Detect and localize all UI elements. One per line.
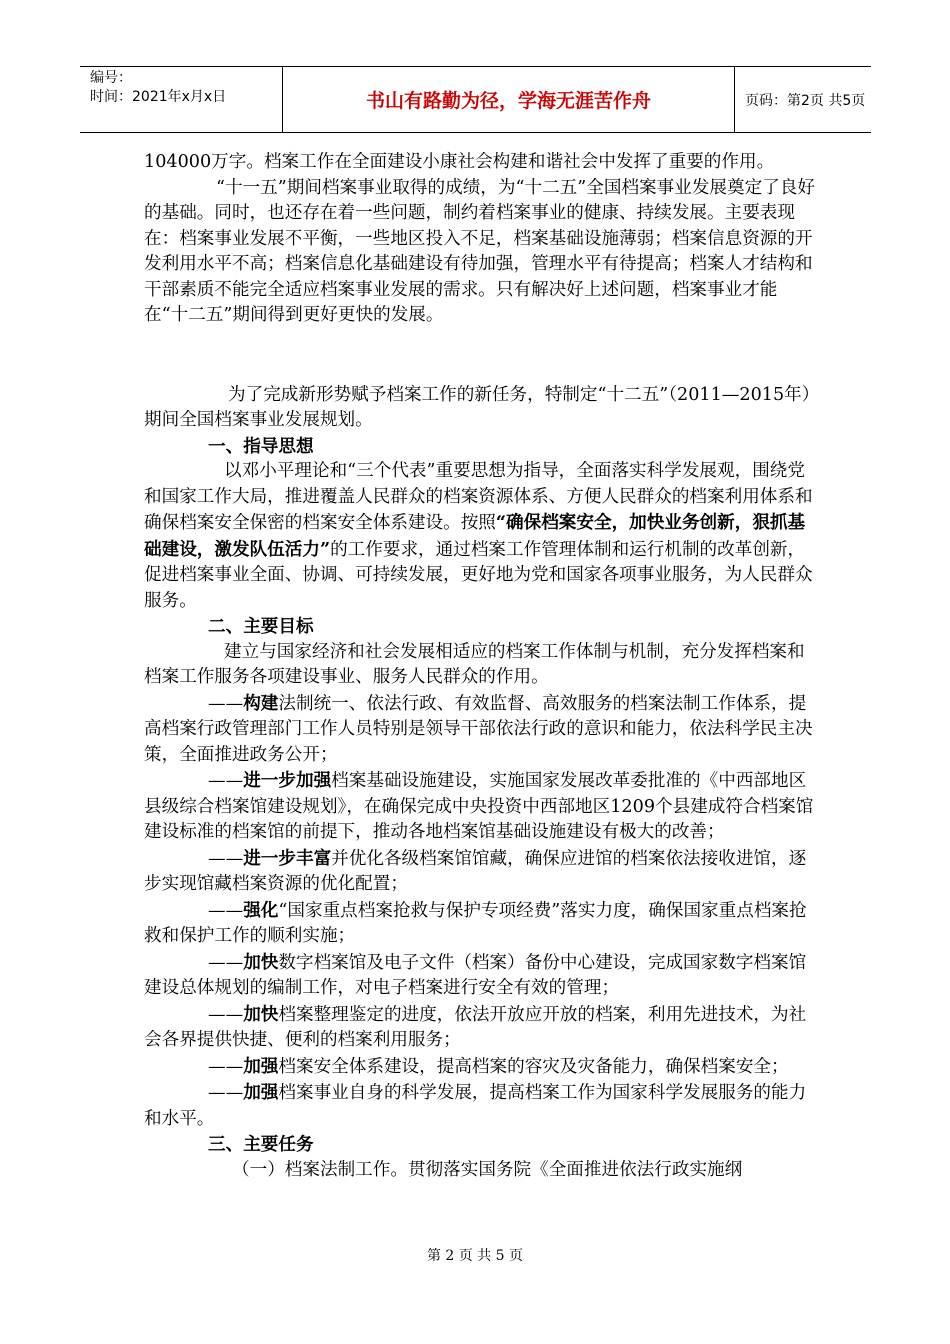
time-label: 时间：2021年x月x日 xyxy=(90,89,227,105)
header-page-label: 页码：第2页 共5页 xyxy=(745,92,866,109)
paragraph: “十一五”期间档案事业取得的成绩，为“十二五”全国档案事业发展奠定了良好的基础。同时，也还存在着一些问题，制约着档案事业的健康、持续发展。主要表现在：档案事业发展不平衡，一些地区投入不足，档案基础设施薄弱；档案信息资源的开发利用水平不高；档案信息化基础建设有待加强，管理水平有待提高；档案人才结构和干部素质不能完全适应档案事业发展的需求。只有解决好上述问题，档案事业才能在“十二五”期间得到更好更快的发展。 xyxy=(144,177,815,325)
paragraph: 104000万字。档案工作在全面建设小康社会构建和谐社会中发挥了重要的作用。 xyxy=(144,152,775,172)
document-header xyxy=(80,66,871,133)
paragraph: 以邓小平理论和“三个代表”重要思想为指导，全面落实科学发展观，围绕党和国家工作大局，推进覆盖人民群众的档案资源体系、方便人民群众的档案利用体系和确保档案安全保密的档案安全体系建设。按照“确保档案安全，加快业务创新，狠抓基础建设，激发队伍活力”的工作要求，通过档案工作管理体制和运行机制的改革创新，促进档案事业全面、协调、可持续发展，更好地为党和国家各项事业服务，为人民群众服务。 xyxy=(144,461,813,611)
section-heading: 三、主要任务 xyxy=(208,1134,314,1155)
goal-item: ——加快档案整理鉴定的进度，依法开放应开放的档案，利用先进技术，为社会各界提供快捷、便利的档案利用服务； xyxy=(144,1003,807,1050)
paragraph: （一）档案法制工作。贯彻落实国务院《全面推进依法行政实施纲 xyxy=(232,1159,743,1180)
section-heading: 二、主要目标 xyxy=(208,616,314,637)
goal-item: ——强化“国家重点档案抢救与保护专项经费”落实力度，确保国家重点档案抢救和保护工作的顺利实施； xyxy=(144,899,807,946)
number-label: 编号： xyxy=(90,70,132,86)
goal-item: ——进一步加强档案基础设施建设，实施国家发展改革委批准的《中西部地区县级综合档案馆建设规划》，在确保完成中央投资中西部地区1209个县建成符合档案馆建设标准的档案馆的前提下，推动各地档案馆基础设施建设有极大的改善； xyxy=(144,770,814,842)
paragraph: 为了完成新形势赋予档案工作的新任务，特制定“十二五”（2011—2015年）期间全国档案事业发展规划。 xyxy=(144,384,811,430)
header-motto: 书山有路勤为径，学海无涯苦作舟 xyxy=(283,67,735,132)
goal-item: ——加强档案安全体系建设，提高档案的容灾及灾备能力，确保档案安全； xyxy=(208,1055,789,1077)
document-body xyxy=(144,150,816,1183)
header-meta xyxy=(80,67,283,132)
goal-item: ——加快数字档案馆及电子文件（档案）备份中心建设，完成国家数字档案馆建设总体规划的编制工作，对电子档案进行安全有效的管理； xyxy=(144,951,807,998)
goal-item: ——进一步丰富并优化各级档案馆馆藏，确保应进馆的档案依法接收进馆，逐步实现馆藏档案资源的优化配置； xyxy=(144,847,807,894)
section-heading: 一、指导思想 xyxy=(208,435,314,457)
paragraph: 建立与国家经济和社会发展相适应的档案工作体制与机制，充分发挥档案和档案工作服务各项建设事业、服务人民群众的作用。 xyxy=(144,641,805,687)
page-footer: 第 2 页 共 5 页 xyxy=(426,1248,524,1264)
goal-item: ——构建法制统一、依法行政、有效监督、高效服务的档案法制工作体系，提高档案行政管理部门工作人员特别是领导干部依法行政的意识和能力，依法科学民主决策，全面推进政务公开； xyxy=(144,692,813,765)
goal-item: ——加强档案事业自身的科学发展，提高档案工作为国家科学发展服务的能力和水平。 xyxy=(144,1082,807,1129)
